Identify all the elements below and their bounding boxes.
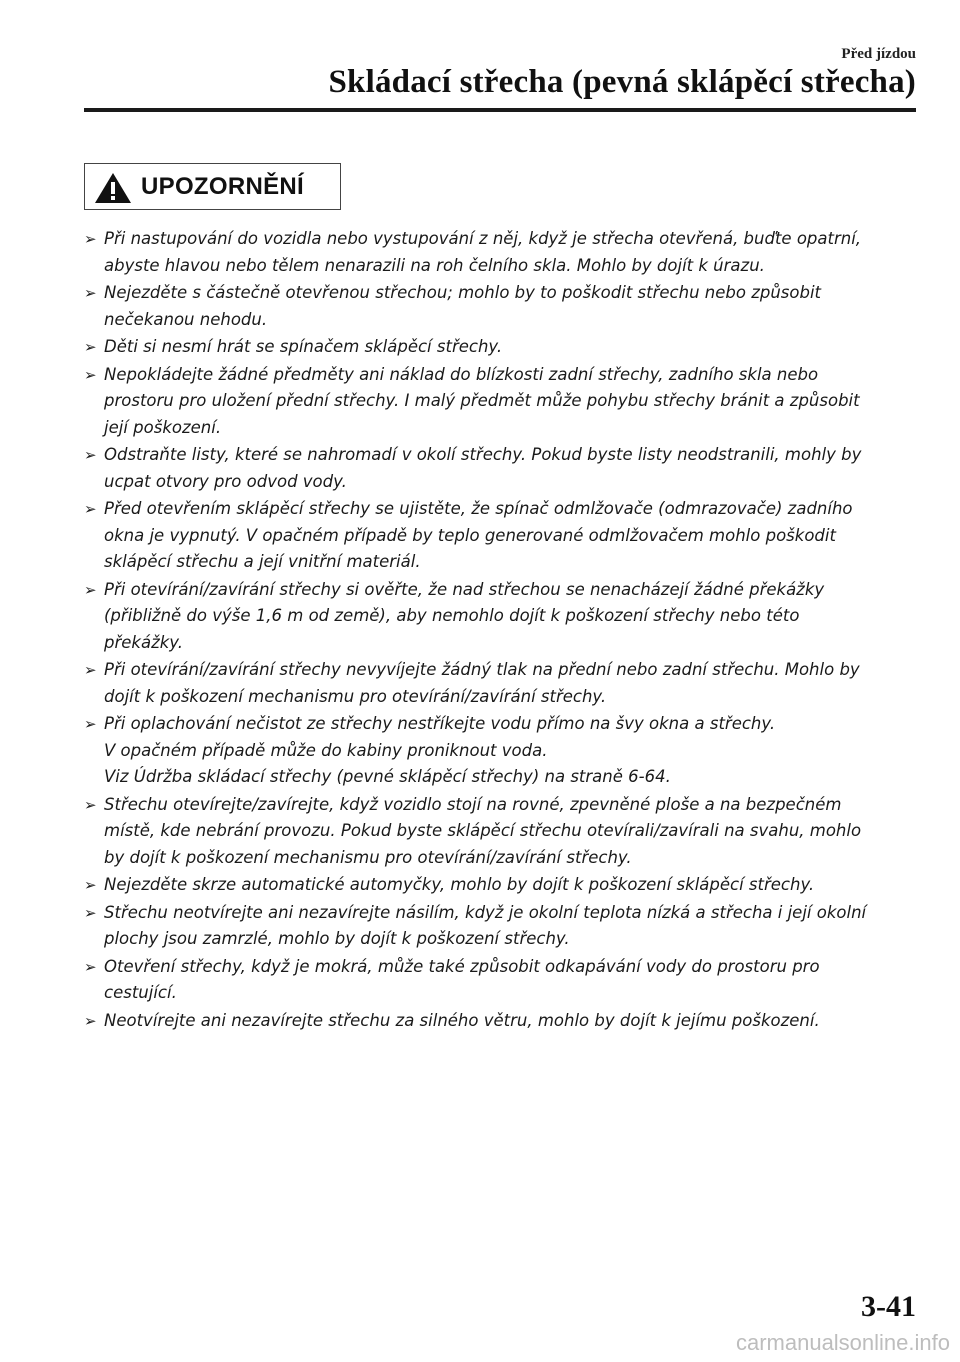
warning-item-line: V opačném případě může do kabiny proniknout voda.	[104, 740, 548, 760]
warning-item-line: by dojít k poškození mechanismu pro otevírání/zavírání střechy.	[104, 847, 632, 867]
warning-item-line: Nejezděte skrze automatické automyčky, mohlo by dojít k poškození sklápěcí střechy.	[104, 875, 815, 894]
warning-item-line: Střechu neotvírejte ani nezavírejte násilím, když je okolní teplota nízká a střecha i její okolní	[104, 902, 867, 922]
warning-item-line: její poškození.	[104, 417, 222, 437]
warning-list-item	[84, 657, 920, 710]
warning-list-item	[84, 496, 920, 576]
header-divider	[84, 108, 916, 112]
warning-list-item	[84, 900, 920, 953]
warning-list-item	[84, 334, 920, 361]
warning-item-line: Nejezděte s částečně otevřenou střechou; mohlo by to poškodit střechu nebo způsobit	[104, 283, 822, 302]
warning-item-line: Střechu otevírejte/zavírejte, když vozidlo stojí na rovné, zpevněné ploše a na bezpečném	[104, 794, 842, 814]
arrow-bullet-icon: ➢	[84, 715, 97, 733]
warning-item-line: okna je vypnutý. V opačném případě by teplo generované odmlžovačem mohlo poškodit	[104, 525, 836, 545]
warning-list-item	[84, 792, 920, 872]
warning-item-line: ucpat otvory pro odvod vody.	[104, 471, 347, 491]
warning-item-line: nečekanou nehodu.	[104, 309, 268, 329]
warning-title: UPOZORNĚNÍ	[141, 172, 305, 200]
arrow-bullet-icon: ➢	[84, 661, 97, 679]
warning-item-line: Při otevírání/zavírání střechy nevyvíjejte žádný tlak na přední nebo zadní střechu. Mohlo by	[104, 660, 860, 679]
arrow-bullet-icon: ➢	[84, 284, 97, 302]
warning-item-line: Před otevřením sklápěcí střechy se ujistěte, že spínač odmlžovače (odmrazovače) zadního	[104, 499, 853, 518]
arrow-bullet-icon: ➢	[84, 876, 97, 894]
warning-item-line: prostoru pro uložení přední střechy. I malý předmět může pohybu střechy bránit a způsobit	[104, 391, 860, 410]
warning-item-line: Při otevírání/zavírání střechy si ověřte, že nad střechou se nenacházejí žádné překážky	[104, 579, 825, 599]
arrow-bullet-icon: ➢	[84, 365, 97, 384]
warning-list-item	[84, 954, 920, 1007]
arrow-bullet-icon: ➢	[84, 338, 97, 356]
warning-triangle-icon	[93, 171, 133, 205]
warning-item-line: Viz Údržba skládací střechy (pevné sklápěcí střechy) na straně 6-64.	[104, 767, 671, 786]
arrow-bullet-icon: ➢	[84, 500, 97, 518]
warning-heading-box	[84, 163, 341, 210]
arrow-bullet-icon: ➢	[84, 446, 97, 464]
warning-item-line: Při oplachování nečistot ze střechy nestříkejte vodu přímo na švy okna a střechy.	[104, 714, 776, 733]
warning-item-line: Otevření střechy, když je mokrá, může také způsobit odkapávání vody do prostoru pro	[104, 956, 820, 976]
warning-list-item	[84, 226, 920, 279]
warning-item-line: sklápěcí střechu a její vnitřní materiál.	[104, 552, 421, 571]
warning-item-line: Při nastupování do vozidla nebo vystupování z něj, když je střecha otevřená, buďte opatrní,	[104, 229, 862, 248]
warning-item-line: místě, kde nebrání provozu. Pokud byste sklápěcí střechu otevírali/zavírali na svahu, mohlo	[104, 821, 862, 840]
warning-item-line: Nepokládejte žádné předměty ani náklad do blízkosti zadní střechy, zadního skla nebo	[104, 364, 819, 384]
arrow-bullet-icon: ➢	[84, 580, 97, 599]
warning-item-line: cestující.	[104, 983, 177, 1002]
warning-item-line: Děti si nesmí hrát se spínačem sklápěcí střechy.	[104, 337, 503, 356]
warning-list-item	[84, 872, 920, 899]
warning-list-item	[84, 280, 920, 333]
page-number: 3-41	[861, 1290, 916, 1323]
warning-list-item	[84, 362, 920, 442]
warning-list-item	[84, 577, 920, 657]
arrow-bullet-icon: ➢	[84, 795, 97, 814]
warning-item-line: dojít k poškození mechanismu pro otevírání/zavírání střechy.	[104, 686, 607, 706]
warning-list-item	[84, 711, 920, 791]
section-label: Před jízdou	[841, 46, 916, 62]
warning-list-item	[84, 1008, 920, 1035]
warning-item-line: překážky.	[104, 632, 184, 652]
page-title: Skládací střecha (pevná sklápěcí střecha)	[328, 64, 916, 100]
warning-item-line: abyste hlavou nebo tělem nenarazili na roh čelního skla. Mohlo by dojít k úrazu.	[104, 255, 765, 275]
warning-item-line: Odstraňte listy, které se nahromadí v okolí střechy. Pokud byste listy neodstranili, mohly by	[104, 445, 862, 464]
watermark-text: carmanualsonline.info	[735, 1330, 950, 1355]
warning-list-item	[84, 442, 920, 495]
arrow-bullet-icon: ➢	[84, 957, 97, 976]
arrow-bullet-icon: ➢	[84, 903, 97, 922]
warning-item-line: Neotvírejte ani nezavírejte střechu za silného větru, mohlo by dojít k jejímu poškození.	[104, 1010, 820, 1030]
warning-item-line: plochy jsou zamrzlé, mohlo by dojít k poškození střechy.	[104, 929, 570, 948]
arrow-bullet-icon: ➢	[84, 1011, 97, 1030]
arrow-bullet-icon: ➢	[84, 230, 97, 248]
warning-list	[84, 226, 920, 1035]
warning-item-line: (přibližně do výše 1,6 m od země), aby nemohlo dojít k poškození střechy nebo této	[104, 606, 800, 625]
